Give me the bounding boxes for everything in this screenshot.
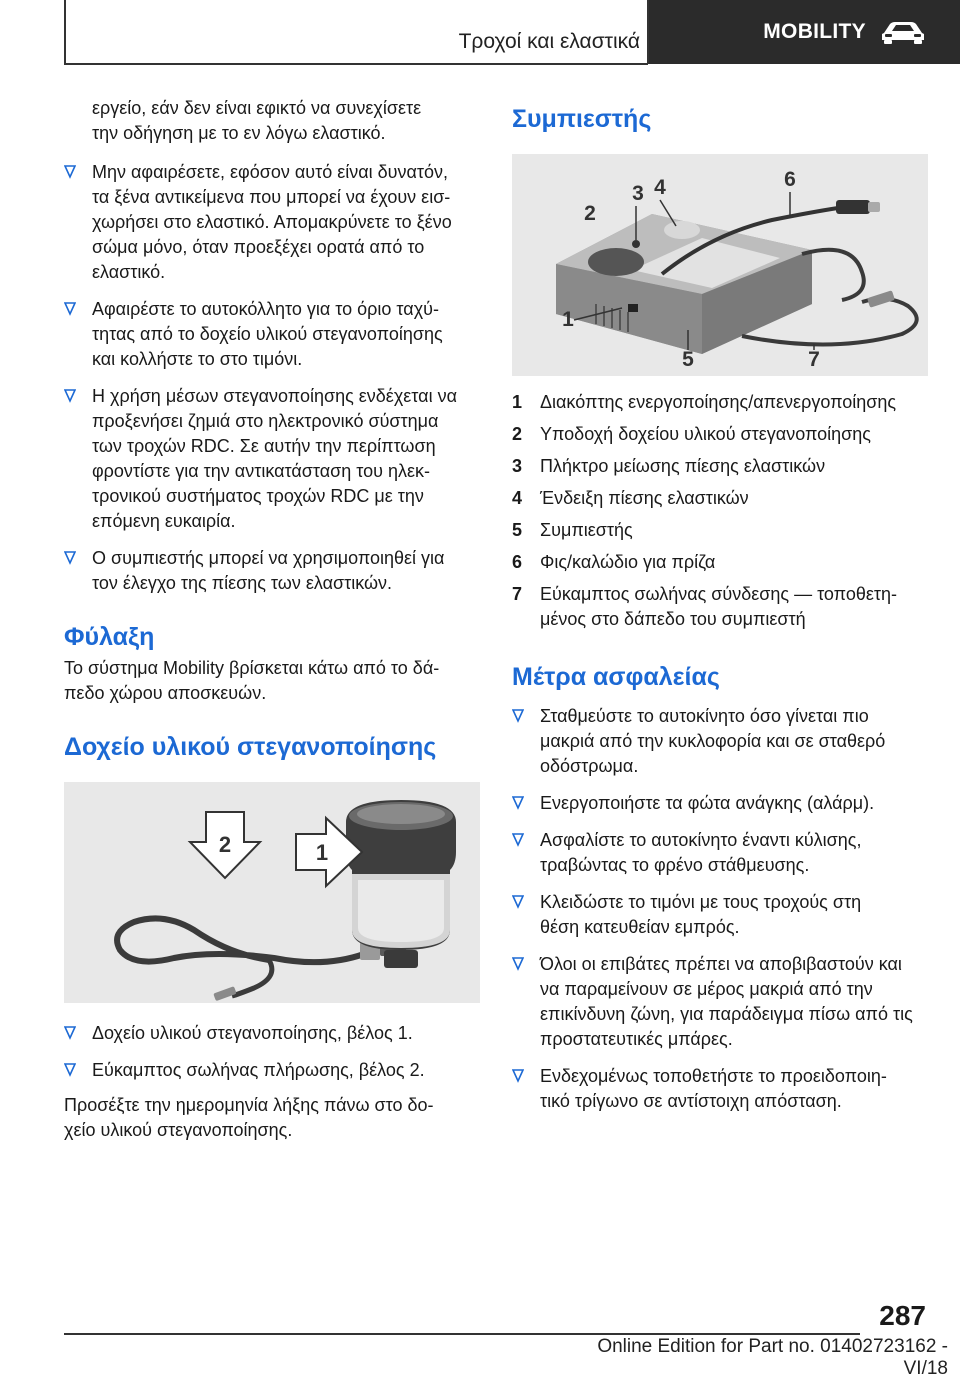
bullet-triangle-icon: [64, 1026, 76, 1040]
legend-row: 3 Πλήκτρο μείωσης πίεσης ελαστικών: [512, 456, 826, 476]
compressor-figure: [512, 154, 928, 376]
legend-row: 5 Συμπιεστής: [512, 520, 633, 540]
list-item: Μην αφαιρέσετε, εφόσον αυτό είναι δυνατόν, τα ξένα αντικείμενα που μπορεί να έχουν εισ‐ χωρήσει στο ελαστικό. Απομακρύνετε το ξένο σώμα μόνο, όταν προεξέχει ορατά από το ελαστικό.: [64, 160, 482, 285]
bullet-triangle-icon: [64, 551, 76, 565]
intro-line: την οδήγηση με το εν λόγω ελαστικό.: [92, 123, 386, 143]
page-number: 287: [879, 1300, 926, 1331]
compressor-heading: Συμπιεστής: [512, 105, 652, 133]
legend-row: 4 Ένδειξη πίεσης ελαστικών: [512, 488, 749, 508]
list-item: Δοχείο υλικού στεγανοποίησης, βέλος 1.: [64, 1021, 482, 1046]
container-heading: Δοχείο υλικού στεγανοποίησης: [64, 733, 437, 761]
list-item: Ο συμπιεστής μπορεί να χρησιμοποιηθεί για τον έλεγχο της πίεσης των ελαστικών.: [64, 546, 482, 596]
header-left-rule: [64, 0, 66, 64]
list-item: Κλειδώστε το τιμόνι με τους τροχούς στη θέση κατευθείαν εμπρός.: [512, 890, 930, 940]
header-bottom-rule: [64, 63, 648, 65]
callout-6: 6: [784, 168, 796, 191]
arrow-2-label: 2: [218, 832, 232, 857]
storage-heading: Φύλαξη: [64, 623, 155, 651]
callout-4: 4: [654, 176, 666, 199]
bullet-triangle-icon: [64, 389, 76, 403]
list-item: Ενδεχομένως τοποθετήστε το προειδοποιη‐ τικό τρίγωνο σε αντίστοιχη απόσταση.: [512, 1064, 930, 1114]
list-item: Όλοι οι επιβάτες πρέπει να αποβιβαστούν και να παραμείνουν σε μέρος μακριά από την επικίνδυνη ζώνη, για παράδειγμα πίσω από τις προστατευτικές μπάρες.: [512, 952, 930, 1052]
legend-row: 7 Εύκαμπτος σωλήνας σύνδεσης — τοποθετη‐ μένος στο δάπεδο του συμπιεστή: [512, 584, 898, 629]
safety-heading: Μέτρα ασφαλείας: [512, 663, 720, 691]
callout-5: 5: [682, 348, 694, 371]
bullet-triangle-icon: [64, 302, 76, 316]
bullet-triangle-icon: [64, 1063, 76, 1077]
callout-3: 3: [632, 182, 644, 205]
date-note-paragraph: Προσέξτε την ημερομηνία λήξης πάνω στο δο‐ χείο υλικού στεγανοποίησης.: [64, 1095, 434, 1140]
callout-2: 2: [584, 202, 596, 225]
callout-1: 1: [562, 308, 574, 331]
right-column: [512, 96, 930, 1114]
car-icon: [880, 20, 926, 44]
list-item: Ενεργοποιήστε τα φώτα ανάγκης (αλάρμ).: [512, 791, 930, 816]
compressor-illustration: [512, 154, 928, 376]
bullet-triangle-icon: [64, 165, 76, 179]
storage-paragraph: Το σύστημα Mobility βρίσκεται κάτω από το δά‐ πεδο χώρου αποσκευών.: [64, 658, 440, 703]
bullet-triangle-icon: [512, 895, 524, 909]
left-column: [64, 96, 482, 1143]
legend-row: 2 Υποδοχή δοχείου υλικού στεγανοποίησης: [512, 424, 871, 444]
bullet-triangle-icon: [512, 833, 524, 847]
list-item: Εύκαμπτος σωλήνας πλήρωσης, βέλος 2.: [64, 1058, 482, 1083]
list-item: Σταθμεύστε το αυτοκίνητο όσο γίνεται πιο μακριά από την κυκλοφορία και σε σταθερό οδόστρωμα.: [512, 704, 930, 779]
section-tab-label: MOBILITY: [763, 20, 866, 43]
callout-7: 7: [808, 348, 820, 371]
bullet-triangle-icon: [512, 796, 524, 810]
legend-row: 1 Διακόπτης ενεργοποίησης/απενεργοποίησης: [512, 392, 897, 412]
list-item: Ασφαλίστε το αυτοκίνητο έναντι κύλισης, τραβώντας το φρένο στάθμευσης.: [512, 828, 930, 878]
arrow-1-label: 1: [315, 840, 329, 865]
bullet-triangle-icon: [512, 709, 524, 723]
bullet-triangle-icon: [512, 957, 524, 971]
legend-row: 6 Φις/καλώδιο για πρίζα: [512, 552, 716, 572]
intro-paragraph: [64, 96, 482, 146]
intro-line: εργείο, εάν δεν είναι εφικτό να συνεχίσετε: [92, 98, 422, 118]
chapter-title: Τροχοί και ελαστικά: [458, 30, 640, 53]
list-item: Αφαιρέστε το αυτοκόλλητο για το όριο ταχύ‐ τητας από το δοχείο υλικού στεγανοποίησης και κολλήστε το στο τιμόνι.: [64, 297, 482, 372]
list-item: Η χρήση μέσων στεγανοποίησης ενδέχεται να προξενήσει ζημιά στο ηλεκτρονικό σύστημα των τροχών RDC. Σε αυτήν την περίπτωση φροντίστε για την αντικατάσταση του ηλεκ‐ τρονικού συστήματος τροχών RDC με την επόμενη ευκαιρία.: [64, 384, 482, 534]
sealant-container-illustration: [64, 782, 480, 1003]
compressor-legend: [512, 390, 930, 632]
edition-text: Online Edition for Part no. 01402723162 - VI/18: [597, 1336, 948, 1379]
bullet-triangle-icon: [512, 1069, 524, 1083]
mobility-section-tab[interactable]: [649, 0, 960, 64]
sealant-container-figure: [64, 782, 480, 1003]
footer-rule: [64, 1333, 860, 1335]
